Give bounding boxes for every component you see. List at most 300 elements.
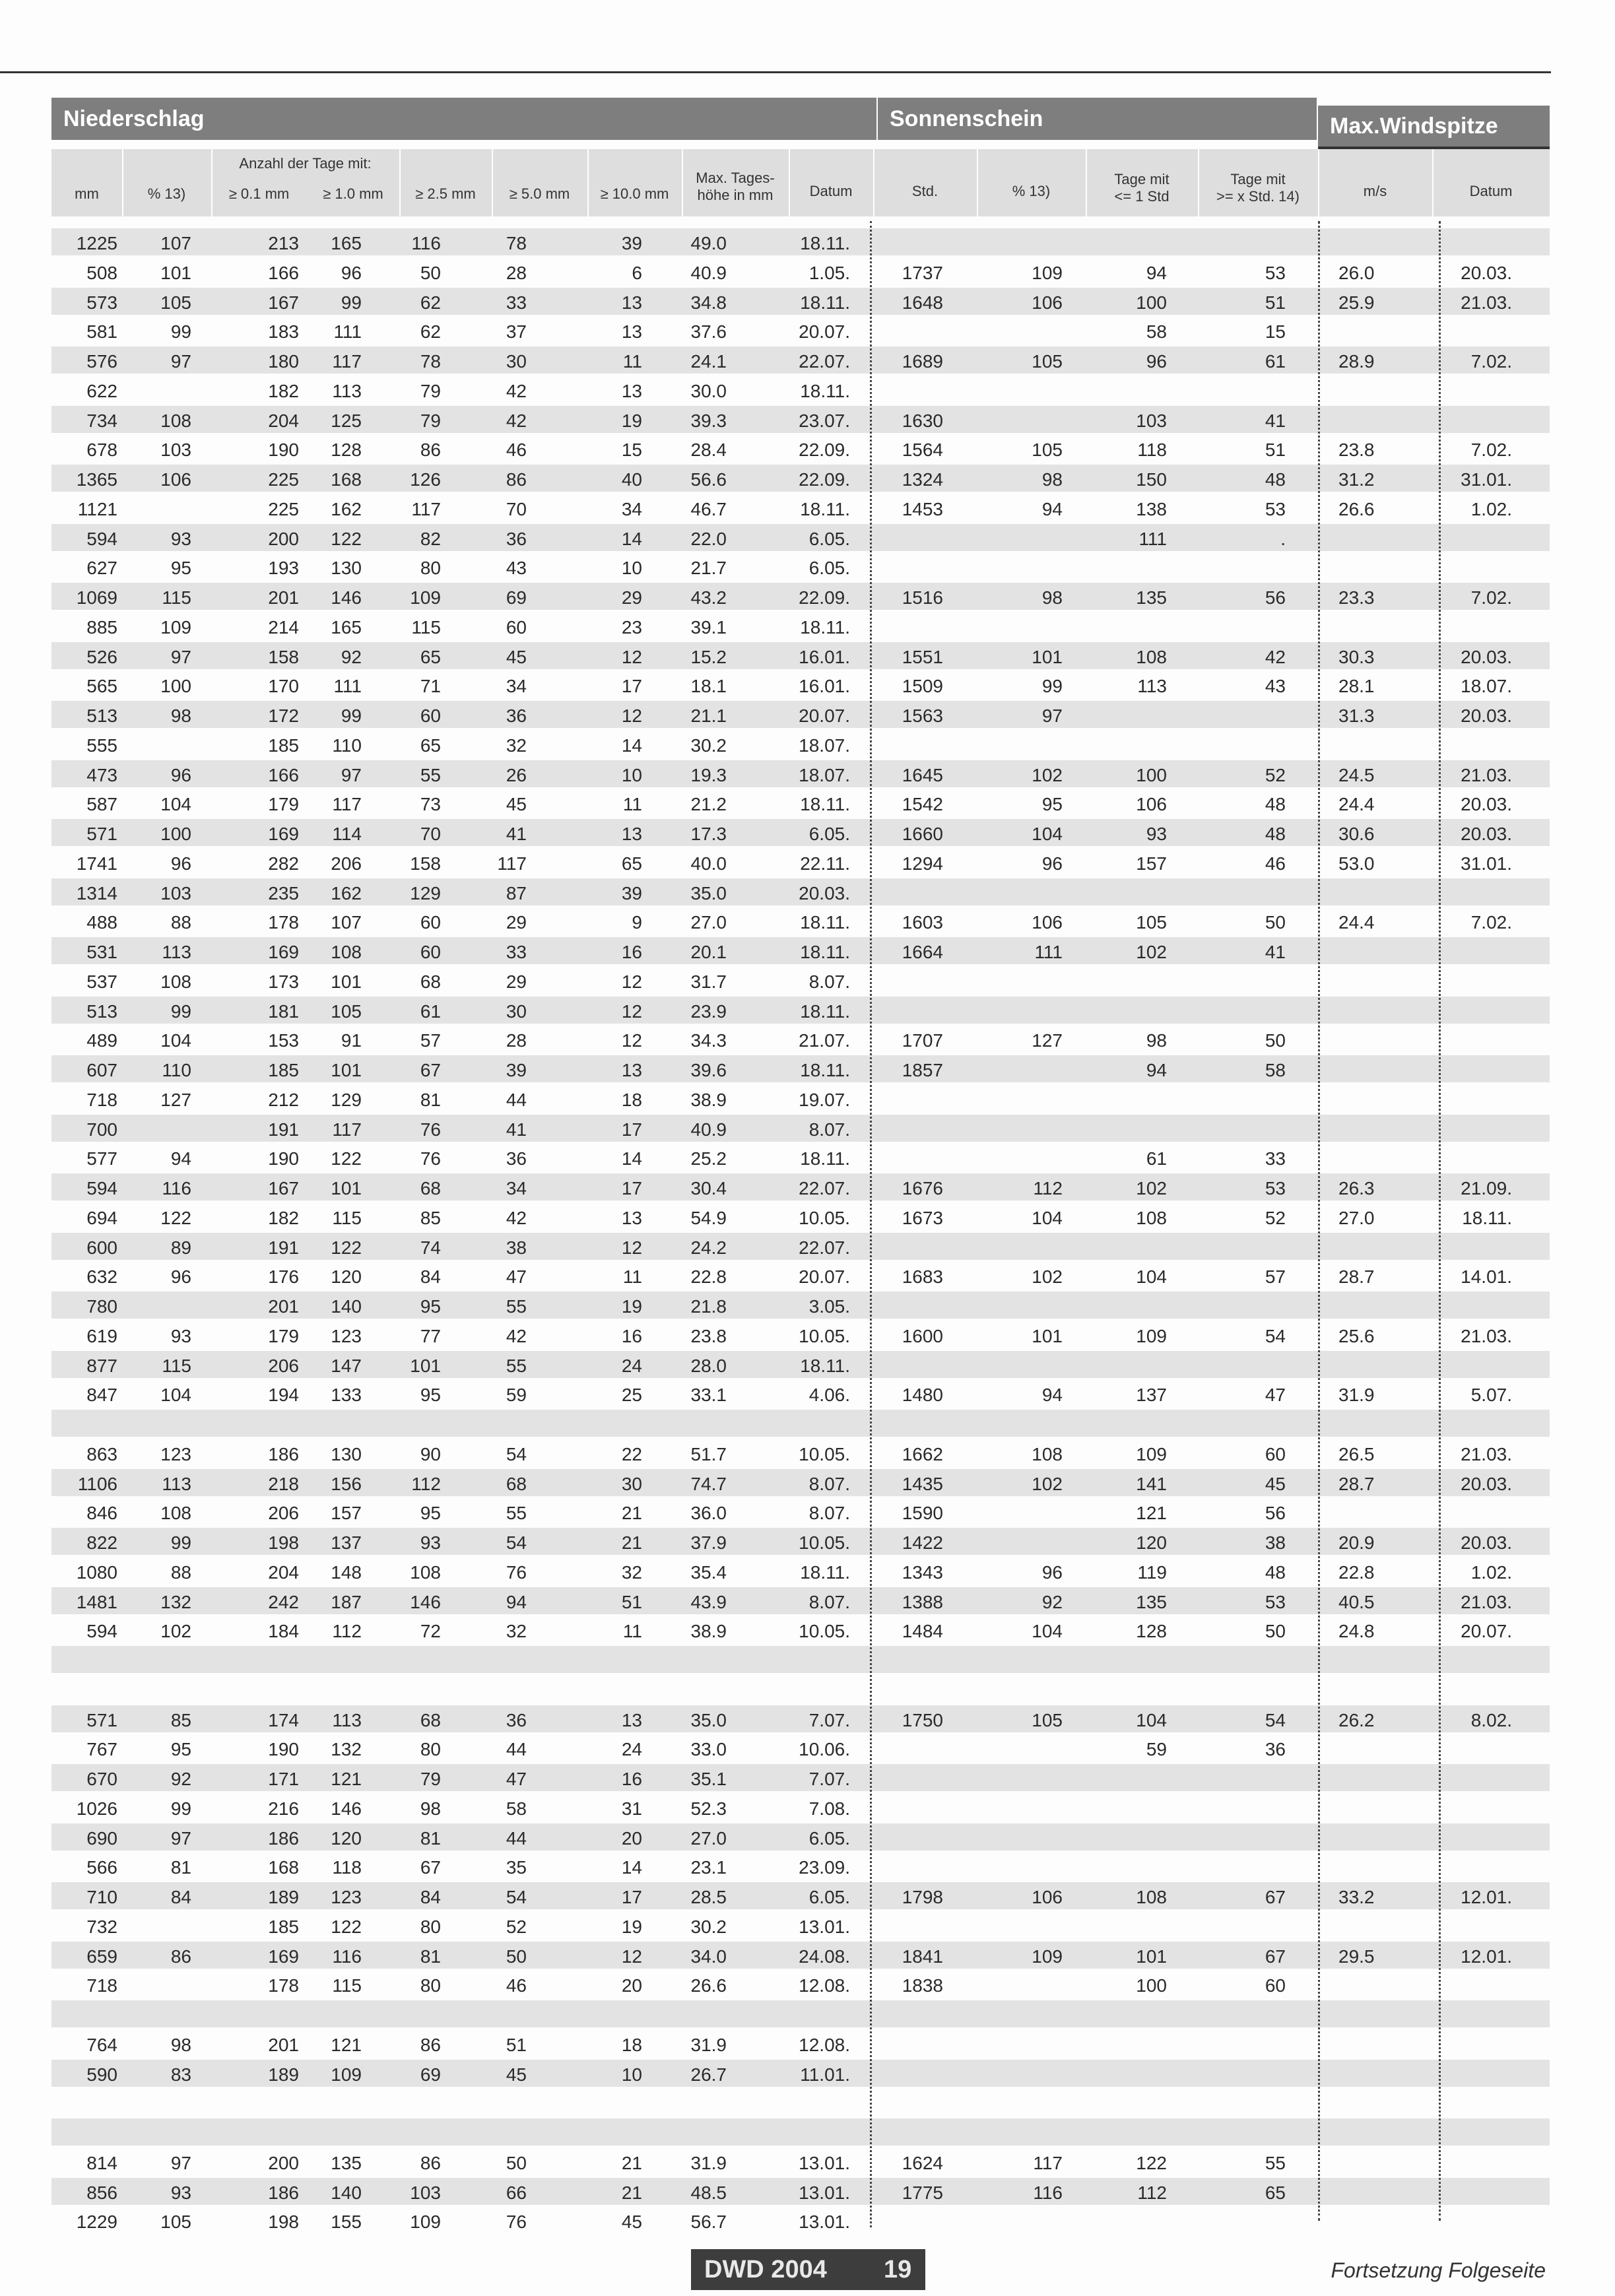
- table-cell: 95: [1041, 794, 1063, 814]
- table-cell: 108: [1032, 1444, 1063, 1464]
- table-cell: 26.3: [1338, 1178, 1375, 1198]
- table-cell: 31.01.: [1461, 853, 1512, 874]
- table-cell: 65: [1265, 2182, 1286, 2203]
- table-cell: 91: [341, 1030, 362, 1051]
- table-cell: 147: [331, 1356, 362, 1376]
- table-cell: 33: [506, 292, 527, 313]
- table-cell: 18.11.: [800, 1001, 850, 1022]
- table-cell: 1542: [902, 794, 943, 814]
- table-cell: 81: [420, 1090, 441, 1110]
- table-cell: 201: [268, 1296, 299, 1317]
- table-cell: 55: [506, 1296, 527, 1317]
- table-cell: 43.2: [690, 587, 727, 608]
- header-separator: [1432, 149, 1434, 216]
- table-cell: 7.02.: [1470, 440, 1512, 460]
- table-cell: 73: [420, 794, 441, 814]
- table-cell: 25: [621, 1385, 642, 1405]
- table-cell: 102: [1136, 942, 1167, 962]
- table-cell: 93: [420, 1532, 441, 1553]
- table-cell: 78: [420, 351, 441, 372]
- table-row: [51, 2060, 1550, 2087]
- table-cell: 113: [332, 381, 362, 401]
- table-cell: 178: [268, 912, 299, 933]
- header-datum-wind: Datum: [1469, 183, 1513, 199]
- table-cell: 28.1: [1338, 676, 1375, 696]
- table-cell: 117: [332, 794, 362, 814]
- table-cell: 79: [420, 410, 441, 431]
- table-cell: 25.6: [1338, 1326, 1375, 1346]
- table-cell: 1838: [902, 1975, 943, 1996]
- table-cell: 6.05.: [808, 529, 850, 549]
- table-cell: 128: [1136, 1621, 1167, 1641]
- table-cell: 46: [506, 1975, 527, 1996]
- table-cell: 14: [621, 529, 642, 549]
- table-cell: 1775: [902, 2182, 943, 2203]
- table-cell: 627: [86, 558, 117, 578]
- table-cell: 20.07.: [799, 705, 850, 726]
- table-cell: 21.03.: [1461, 765, 1512, 785]
- table-cell: 8.07.: [808, 1474, 850, 1494]
- table-cell: 22.11.: [800, 853, 850, 874]
- table-cell: 1660: [902, 824, 943, 844]
- table-cell: 50: [1265, 1621, 1286, 1641]
- table-cell: 46: [506, 440, 527, 460]
- table-cell: 24.4: [1338, 794, 1375, 814]
- table-cell: 186: [268, 1444, 299, 1464]
- table-row: [51, 494, 1550, 521]
- table-cell: 60: [1265, 1444, 1286, 1464]
- table-cell: 1624: [902, 2153, 943, 2173]
- table-cell: 1673: [902, 1208, 943, 1228]
- table-cell: 32: [506, 1621, 527, 1641]
- table-cell: 30.4: [690, 1178, 727, 1198]
- table-cell: 36: [506, 529, 527, 549]
- table-cell: 1857: [902, 1060, 943, 1080]
- table-cell: 105: [160, 292, 191, 313]
- table-cell: 508: [86, 263, 117, 283]
- table-cell: 110: [332, 735, 362, 756]
- table-cell: 571: [86, 1710, 117, 1730]
- table-cell: 1841: [902, 1946, 943, 1967]
- table-cell: 168: [331, 469, 362, 490]
- table-cell: 18.11.: [800, 1148, 850, 1169]
- table-cell: 700: [86, 1119, 117, 1140]
- table-cell: 183: [268, 321, 299, 342]
- table-cell: 96: [1146, 351, 1167, 372]
- table-cell: 189: [268, 2064, 299, 2085]
- table-row: [51, 2148, 1550, 2175]
- table-cell: 1563: [902, 705, 943, 726]
- table-cell: 1750: [902, 1710, 943, 1730]
- table-cell: 33: [1265, 1148, 1286, 1169]
- table-row: [51, 1173, 1550, 1200]
- table-cell: 21.2: [690, 794, 727, 814]
- table-cell: 166: [268, 765, 299, 785]
- table-cell: 30.0: [690, 381, 727, 401]
- table-cell: 38: [1265, 1532, 1286, 1553]
- table-cell: 162: [331, 883, 362, 903]
- table-cell: 138: [1136, 499, 1167, 519]
- table-cell: 117: [332, 1119, 362, 1140]
- table-cell: 1069: [76, 587, 117, 608]
- table-cell: 214: [268, 617, 299, 638]
- table-row: [51, 1646, 1550, 1673]
- table-cell: 95: [420, 1296, 441, 1317]
- table-cell: 186: [268, 2182, 299, 2203]
- table-cell: 473: [86, 765, 117, 785]
- table-row: [51, 583, 1550, 610]
- table-cell: 22.8: [1338, 1562, 1375, 1583]
- table-cell: 115: [411, 617, 441, 638]
- table-cell: 127: [1032, 1030, 1063, 1051]
- table-row: [51, 937, 1550, 964]
- table-cell: 111: [1138, 529, 1167, 549]
- table-cell: 116: [411, 233, 441, 253]
- table-cell: 24: [621, 1356, 642, 1376]
- table-cell: 18.11.: [800, 617, 850, 638]
- table-cell: 179: [268, 794, 299, 814]
- table-cell: 80: [420, 558, 441, 578]
- header-percent: % 13): [147, 185, 186, 202]
- table-cell: 632: [86, 1266, 117, 1287]
- table-cell: 22.07.: [799, 351, 850, 372]
- table-cell: 607: [86, 1060, 117, 1080]
- table-cell: 1229: [76, 2212, 117, 2232]
- table-cell: 59: [1146, 1739, 1167, 1759]
- table-cell: 13: [621, 824, 642, 844]
- table-row: [51, 1705, 1550, 1732]
- table-row: [51, 1262, 1550, 1289]
- table-cell: 30: [506, 351, 527, 372]
- page-badge: [691, 2249, 925, 2290]
- table-cell: 98: [170, 2035, 191, 2055]
- table-cell: 69: [420, 2064, 441, 2085]
- table-cell: 74: [420, 1237, 441, 1258]
- table-cell: 132: [160, 1592, 191, 1612]
- table-cell: 15: [1265, 321, 1286, 342]
- table-cell: 18.11.: [800, 1356, 850, 1376]
- table-row: [51, 376, 1550, 403]
- table-cell: 594: [86, 1178, 117, 1198]
- table-cell: 594: [86, 1621, 117, 1641]
- table-cell: 1.05.: [808, 263, 850, 283]
- table-cell: 94: [1146, 1060, 1167, 1080]
- table-cell: 61: [1146, 1148, 1167, 1169]
- table-cell: 8.02.: [1470, 1710, 1512, 1730]
- table-cell: 72: [420, 1621, 441, 1641]
- table-cell: 18.11.: [800, 233, 850, 253]
- table-cell: 56: [1265, 1503, 1286, 1523]
- table-cell: 99: [170, 1532, 191, 1553]
- table-cell: 96: [1041, 853, 1063, 874]
- table-cell: 103: [160, 440, 191, 460]
- table-cell: 84: [420, 1887, 441, 1907]
- table-cell: 31.2: [1338, 469, 1375, 490]
- table-cell: 48: [1265, 824, 1286, 844]
- table-cell: 120: [331, 1828, 362, 1849]
- table-cell: 112: [411, 1474, 441, 1494]
- table-cell: 52.3: [690, 1798, 727, 1819]
- table-cell: 84: [420, 1266, 441, 1287]
- table-cell: 165: [331, 233, 362, 253]
- table-cell: 1388: [902, 1592, 943, 1612]
- table-cell: 6.05.: [808, 824, 850, 844]
- table-cell: 26.7: [690, 2064, 727, 2085]
- table-cell: 65: [420, 647, 441, 667]
- table-cell: 26.2: [1338, 1710, 1375, 1730]
- table-cell: 56.6: [690, 469, 727, 490]
- table-cell: 13: [621, 381, 642, 401]
- table-row: [51, 1144, 1550, 1171]
- table-cell: 216: [268, 1798, 299, 1819]
- table-cell: 242: [268, 1592, 299, 1612]
- table-cell: 169: [268, 1946, 299, 1967]
- table-cell: 167: [268, 1178, 299, 1198]
- table-cell: 184: [268, 1621, 299, 1641]
- header-max-tageshoehe-2: höhe in mm: [697, 187, 774, 203]
- table-cell: 189: [268, 1887, 299, 1907]
- table-cell: 117: [497, 853, 527, 874]
- table-cell: 96: [341, 263, 362, 283]
- table-cell: 13.01.: [799, 1917, 850, 1937]
- top-rule: [0, 71, 1551, 73]
- table-row: [51, 1085, 1550, 1112]
- table-cell: 1435: [902, 1474, 943, 1494]
- table-cell: 13.01.: [799, 2182, 850, 2203]
- table-cell: 20.03.: [1461, 263, 1512, 283]
- table-row: [51, 228, 1550, 255]
- table-cell: 54: [506, 1532, 527, 1553]
- table-cell: 105: [331, 1001, 362, 1022]
- table-cell: 40.9: [690, 263, 727, 283]
- table-cell: 21: [621, 2182, 642, 2203]
- header-separator: [1318, 149, 1319, 216]
- table-cell: 47: [506, 1769, 527, 1789]
- table-row: [51, 1026, 1550, 1053]
- table-cell: 29: [506, 971, 527, 992]
- page-number: 19: [884, 2256, 912, 2283]
- table-row: [51, 1971, 1550, 1998]
- table-cell: 86: [170, 1946, 191, 1967]
- table-cell: 20.07.: [799, 321, 850, 342]
- table-cell: 21.7: [690, 558, 727, 578]
- table-cell: 1590: [902, 1503, 943, 1523]
- table-cell: 47: [1265, 1385, 1286, 1405]
- table-cell: 99: [170, 1798, 191, 1819]
- table-cell: 76: [506, 2212, 527, 2232]
- table-cell: 526: [86, 647, 117, 667]
- table-cell: 109: [1136, 1326, 1167, 1346]
- table-row: [51, 1469, 1550, 1496]
- table-cell: 68: [420, 1710, 441, 1730]
- table-cell: 35.4: [690, 1562, 727, 1583]
- table-cell: 120: [1136, 1532, 1167, 1553]
- table-cell: 115: [162, 587, 191, 608]
- table-cell: 49.0: [690, 233, 727, 253]
- table-cell: 106: [1032, 1887, 1063, 1907]
- table-cell: 15.2: [690, 647, 727, 667]
- table-cell: 102: [1032, 1266, 1063, 1287]
- table-cell: 15: [621, 440, 642, 460]
- table-cell: 198: [268, 1532, 299, 1553]
- table-cell: 40.9: [690, 1119, 727, 1140]
- table-cell: 112: [332, 1621, 362, 1641]
- table-cell: 78: [506, 233, 527, 253]
- table-cell: 12.01.: [1461, 1887, 1512, 1907]
- table-cell: 767: [86, 1739, 117, 1759]
- table-cell: 24: [621, 1739, 642, 1759]
- table-cell: 1480: [902, 1385, 943, 1405]
- table-cell: 102: [1032, 1474, 1063, 1494]
- table-cell: 863: [86, 1444, 117, 1464]
- table-cell: 111: [333, 676, 362, 696]
- table-cell: 33.1: [690, 1385, 727, 1405]
- table-cell: 167: [268, 292, 299, 313]
- table-cell: 18.07.: [799, 735, 850, 756]
- table-cell: 1798: [902, 1887, 943, 1907]
- table-cell: 6.05.: [808, 1828, 850, 1849]
- table-cell: 76: [506, 1562, 527, 1583]
- header-anzahl-tage: Anzahl der Tage mit:: [239, 155, 372, 172]
- table-cell: 1630: [902, 410, 943, 431]
- table-cell: 43: [506, 558, 527, 578]
- table-cell: 85: [170, 1710, 191, 1730]
- table-cell: 108: [410, 1562, 441, 1583]
- table-cell: 51: [1265, 440, 1286, 460]
- table-cell: 7.02.: [1470, 912, 1512, 933]
- table-cell: 13: [621, 321, 642, 342]
- table-row: [51, 967, 1550, 994]
- table-cell: 71: [420, 676, 441, 696]
- table-cell: 537: [86, 971, 117, 992]
- table-cell: 191: [268, 1119, 299, 1140]
- table-cell: 37: [506, 321, 527, 342]
- table-cell: 1453: [902, 499, 943, 519]
- table-cell: 97: [170, 2153, 191, 2173]
- table-cell: 104: [160, 1030, 191, 1051]
- table-cell: 121: [1136, 1503, 1167, 1523]
- dotted-separator: [1318, 221, 1320, 2221]
- table-cell: 45: [506, 794, 527, 814]
- table-cell: 34.0: [690, 1946, 727, 1967]
- table-cell: 98: [1041, 469, 1063, 490]
- table-row: [51, 1498, 1550, 1525]
- table-cell: 118: [1137, 440, 1167, 460]
- table-cell: 113: [162, 942, 191, 962]
- table-row: [51, 642, 1550, 669]
- table-row: [51, 1942, 1550, 1969]
- table-cell: 40.5: [1338, 1592, 1375, 1612]
- table-cell: 86: [506, 469, 527, 490]
- table-cell: 101: [410, 1356, 441, 1376]
- table-cell: 13: [621, 1060, 642, 1080]
- table-row: [51, 2000, 1550, 2027]
- table-cell: 44: [506, 1739, 527, 1759]
- table-cell: 27.0: [1338, 1208, 1375, 1228]
- table-cell: 106: [160, 469, 191, 490]
- table-cell: 100: [1136, 1975, 1167, 1996]
- table-cell: 20.03.: [1461, 1474, 1512, 1494]
- table-cell: 100: [1136, 765, 1167, 785]
- table-cell: 39: [621, 883, 642, 903]
- table-cell: 53: [1265, 499, 1286, 519]
- table-cell: 47: [506, 1266, 527, 1287]
- table-cell: 41: [506, 1119, 527, 1140]
- table-cell: 81: [420, 1828, 441, 1849]
- table-cell: 100: [160, 824, 191, 844]
- table-cell: 1741: [76, 853, 117, 874]
- table-cell: 45: [1265, 1474, 1286, 1494]
- table-cell: 45: [506, 2064, 527, 2085]
- table-cell: 179: [268, 1326, 299, 1346]
- table-cell: 104: [1032, 824, 1063, 844]
- table-cell: 100: [160, 676, 191, 696]
- table-cell: 50: [1265, 912, 1286, 933]
- table-cell: 24.1: [690, 351, 727, 372]
- section-niederschlag: Niederschlag: [51, 98, 876, 140]
- table-cell: 21: [621, 1532, 642, 1553]
- table-cell: 18.1: [690, 676, 727, 696]
- table-cell: 92: [341, 647, 362, 667]
- table-cell: 93: [1146, 824, 1167, 844]
- table-cell: 30: [506, 1001, 527, 1022]
- table-cell: 20.03.: [1461, 824, 1512, 844]
- table-cell: 53: [1265, 1592, 1286, 1612]
- table-cell: 14: [621, 735, 642, 756]
- table-cell: 31.9: [690, 2153, 727, 2173]
- table-row: [51, 435, 1550, 462]
- header-separator: [122, 149, 123, 216]
- table-cell: 571: [86, 824, 117, 844]
- table-cell: 101: [331, 1060, 362, 1080]
- table-cell: 22.07.: [799, 1178, 850, 1198]
- table-cell: 94: [1041, 499, 1063, 519]
- table-row: [51, 2118, 1550, 2146]
- table-cell: .: [1280, 529, 1286, 549]
- table-cell: 780: [86, 1296, 117, 1317]
- table-cell: 173: [268, 971, 299, 992]
- table-cell: 1294: [902, 853, 943, 874]
- table-cell: 51: [506, 2035, 527, 2055]
- table-cell: 119: [1137, 1562, 1167, 1583]
- table-cell: 186: [268, 1828, 299, 1849]
- table-row: [51, 701, 1550, 728]
- table-cell: 101: [331, 971, 362, 992]
- table-cell: 26.5: [1338, 1444, 1375, 1464]
- table-row: [51, 406, 1550, 433]
- table-cell: 1551: [902, 647, 943, 667]
- table-cell: 619: [86, 1326, 117, 1346]
- table-cell: 95: [170, 1739, 191, 1759]
- table-row: [51, 1912, 1550, 1939]
- table-cell: 39.3: [690, 410, 727, 431]
- table-cell: 168: [268, 1857, 299, 1878]
- table-cell: 81: [420, 1946, 441, 1967]
- table-cell: 90: [420, 1444, 441, 1464]
- table-cell: 38.9: [690, 1621, 727, 1641]
- table-cell: 28.7: [1338, 1474, 1375, 1494]
- table-row: [51, 1351, 1550, 1378]
- table-cell: 86: [420, 2153, 441, 2173]
- header-datum: Datum: [809, 183, 853, 199]
- table-cell: 23.09.: [799, 1857, 850, 1878]
- table-cell: 814: [86, 2153, 117, 2173]
- header-ge-0-1: ≥ 0.1 mm: [228, 185, 290, 202]
- table-cell: 103: [160, 883, 191, 903]
- header-tage-le-1-std-1: Tage mit: [1114, 171, 1170, 187]
- table-cell: 11: [622, 1266, 642, 1287]
- table-cell: 123: [331, 1326, 362, 1346]
